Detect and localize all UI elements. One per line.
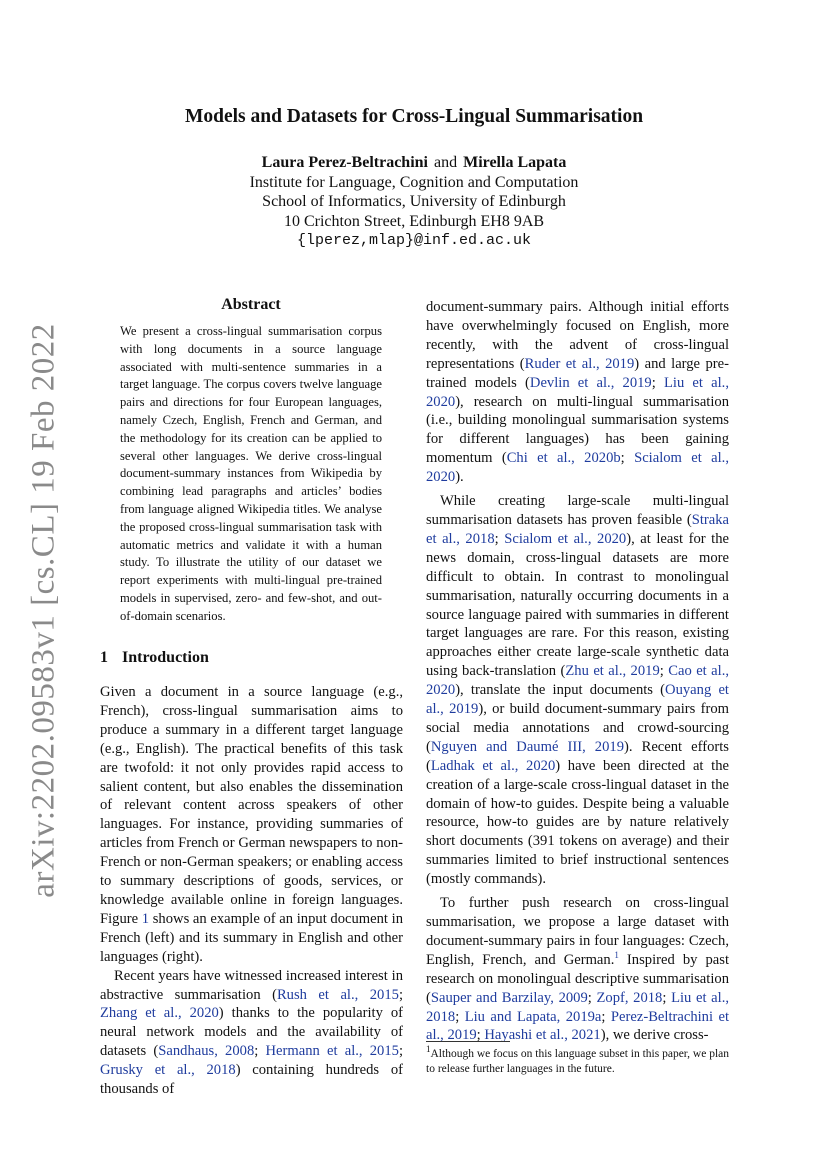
text-span: ) have been directed at the creation of a large-scale cross-lingual dataset in the domain of how-to guides. Despite being a valuable resource, how-to guides are by nature relatively short documents (391 tokens on average) and their summaries limited to brief instructional sentences (mostly commands). <box>426 757 729 888</box>
citation-link[interactable]: Hayashi et al., 2021 <box>484 1027 601 1044</box>
author-2: Mirella Lapata <box>463 154 567 171</box>
citation-link[interactable]: Hermann et al., 2015 <box>265 1043 399 1060</box>
text-span: ), research on multi-lingual summarisation (i.e., building monolingual summarisation systems for different languages) has been gaining momentum ( <box>426 393 729 467</box>
citation-link[interactable]: Ladhak et al., 2020 <box>430 757 556 774</box>
citation-link[interactable]: Zopf, 2018 <box>596 989 663 1006</box>
footnote-marker-link[interactable]: 1 <box>614 949 619 960</box>
text-span: ; <box>587 989 597 1006</box>
right-column <box>426 298 729 1050</box>
citation-link[interactable]: Scialom et al., 2020 <box>426 450 729 486</box>
arxiv-stamp <box>22 322 66 898</box>
citation-link[interactable]: Liu et al., 2020 <box>426 374 729 410</box>
citation-link[interactable]: Rush et al., 2015 <box>276 986 399 1003</box>
citation-link[interactable]: Cao et al., 2020 <box>426 663 729 699</box>
text-span: ; <box>476 1027 485 1044</box>
citation-link[interactable]: Sandhaus, 2008 <box>158 1043 255 1060</box>
text-span: ; <box>620 450 635 467</box>
citation-link[interactable]: Chi et al., 2020b <box>506 450 621 467</box>
figure-ref-link[interactable]: 1 <box>141 910 150 927</box>
affiliation-2: School of Informatics, University of Edinburgh <box>262 193 566 210</box>
text-span: shows an example of an input document in French (left) and its summary in English and other languages (right). <box>100 910 403 965</box>
footnote-text: Although we focus on this language subset in this paper, we plan to release further languages in the future. <box>426 1048 729 1075</box>
email: {lperez,mlap}@inf.ed.ac.uk <box>296 232 532 249</box>
arxiv-stamp-text: arXiv:2202.09583v1 [cs.CL] 19 Feb 2022 <box>25 322 62 898</box>
intro-left-column <box>100 683 403 1099</box>
citation-link[interactable]: Zhang et al., 2020 <box>100 1005 219 1022</box>
text-span: Inspired by past research on monolingual descriptive summarisation ( <box>426 951 729 1006</box>
footnote-divider <box>426 1041 510 1042</box>
text-span: ), we derive cross- <box>600 1027 709 1044</box>
citation-link[interactable]: Sauper and Barzilay, 2009 <box>430 989 588 1006</box>
text-span: ) thanks to the popularity of neural network models and the availability of datasets ( <box>100 1005 404 1060</box>
address: 10 Crichton Street, Edinburgh EH8 9AB <box>283 212 545 230</box>
citation-link[interactable]: Ruder et al., 2019 <box>524 355 635 372</box>
text-span: While creating large-scale multi-lingual summarisation datasets has proven feasible ( <box>426 493 729 528</box>
text-span: ) containing hundreds of thousands of <box>100 1062 403 1098</box>
text-span: ; <box>494 530 505 547</box>
citation-link[interactable]: Nguyen and Daumé III, 2019 <box>430 738 624 755</box>
text-span: document-summary pairs. Although initial efforts have overwhelmingly focused on English, more recently, with the advent of cross-lingual representations ( <box>426 299 729 372</box>
citation-link[interactable]: Scialom et al., 2020 <box>504 530 627 547</box>
section-title: Introduction <box>122 649 209 666</box>
intro-paragraph-1 <box>100 683 403 967</box>
text-span: ; <box>662 989 672 1006</box>
section-number: 1 <box>100 649 108 666</box>
text-span: Given a document in a source language (e.g., French), cross-lingual summarisation aims to produce a summary in a different target language (e.g., English). The practical benefits of this task are twofold: it not only provides rapid access to salient content, but also enables the dissemination of relevant content across speakers of other languages. For instance, providing summaries of articles from French or German newspapers to non-French or non-German speakers; or enabling access to summary descriptions of goods, services, or knowledge available online in foreign languages. Figure <box>100 684 403 927</box>
text-span: ; <box>651 374 664 391</box>
author-names <box>100 153 728 173</box>
citation-link[interactable]: Grusky et al., 2018 <box>100 1062 236 1079</box>
right-paragraph-2 <box>426 492 729 889</box>
citation-link[interactable]: Zhu et al., 2019 <box>565 663 660 680</box>
text-span: ), translate the input documents ( <box>455 682 666 699</box>
text-span: ), at least for the news domain, cross-lingual datasets are more difficult to obtain. In contrast to monolingual summarisation, naturally occurring documents in a source language paired with summaries in different target languages are rare. For this reason, existing approaches either create large-scale synthetic data using back-translation ( <box>426 530 729 680</box>
text-span: Recent years have witnessed increased interest in abstractive summarisation ( <box>100 967 403 1003</box>
text-span: ; <box>601 1008 611 1025</box>
citation-link[interactable]: Ouyang et al., 2019 <box>426 682 729 718</box>
affiliation-1: Institute for Language, Cognition and Computation <box>249 173 579 191</box>
author-block <box>100 153 728 251</box>
right-paragraph-1 <box>426 298 729 487</box>
abstract-heading: Abstract <box>221 296 281 313</box>
text-span: ). Recent efforts ( <box>426 738 729 774</box>
section-heading <box>100 649 403 667</box>
citation-link[interactable]: Liu et al., 2018 <box>426 989 729 1025</box>
text-span: ) and large pre-trained models ( <box>426 355 729 391</box>
paper-title: Models and Datasets for Cross-Lingual Summarisation <box>184 106 644 127</box>
text-span: ; <box>254 1043 266 1060</box>
citation-link[interactable]: Liu and Lapata, 2019a <box>464 1008 602 1025</box>
footnote-mark: 1 <box>426 1044 431 1055</box>
text-span: ), or build document-summary pairs from social media annotations and crowd-sourcing ( <box>426 701 729 755</box>
text-span: ; <box>398 1043 403 1060</box>
citation-link[interactable]: Perez-Beltrachini et al., 2019 <box>426 1008 730 1044</box>
abstract-text: We present a cross-lingual summarisation corpus with long documents in a source language associated with multi-sentence summaries in a target language. The corpus covers twelve language pairs and directions for four European languages, namely Czech, English, French and German, and the methodology for its creation can be applied to several other languages. We derive cross-lingual document-summary instances from Wikipedia by combining lead paragraphs and articles’ bodies from language aligned Wikipedia titles. We analyse the proposed cross-lingual summarisation task with automatic metrics and validate it with a human study. To illustrate the utility of our dataset we report experiments with multi-lingual pre-trained models in supervised, zero- and few-shot, and out-of-domain scenarios. <box>120 324 382 623</box>
text-span: ; <box>455 1008 465 1025</box>
citation-link[interactable]: Devlin et al., 2019 <box>529 374 652 391</box>
text-span: ; <box>659 663 669 680</box>
right-paragraph-3 <box>426 894 729 1045</box>
author-1: Laura Perez-Beltrachini <box>261 154 428 171</box>
text-span: ; <box>398 986 403 1003</box>
text-span: To further push research on cross-lingual summarisation, we propose a large dataset with document-summary pairs in four languages: Czech, English, French, and German. <box>426 895 729 968</box>
citation-link[interactable]: Straka et al., 2018 <box>426 511 729 547</box>
intro-paragraph-2 <box>100 967 403 1099</box>
footnote <box>426 1044 729 1077</box>
author-and: and <box>433 154 458 171</box>
text-span: ). <box>455 469 464 486</box>
